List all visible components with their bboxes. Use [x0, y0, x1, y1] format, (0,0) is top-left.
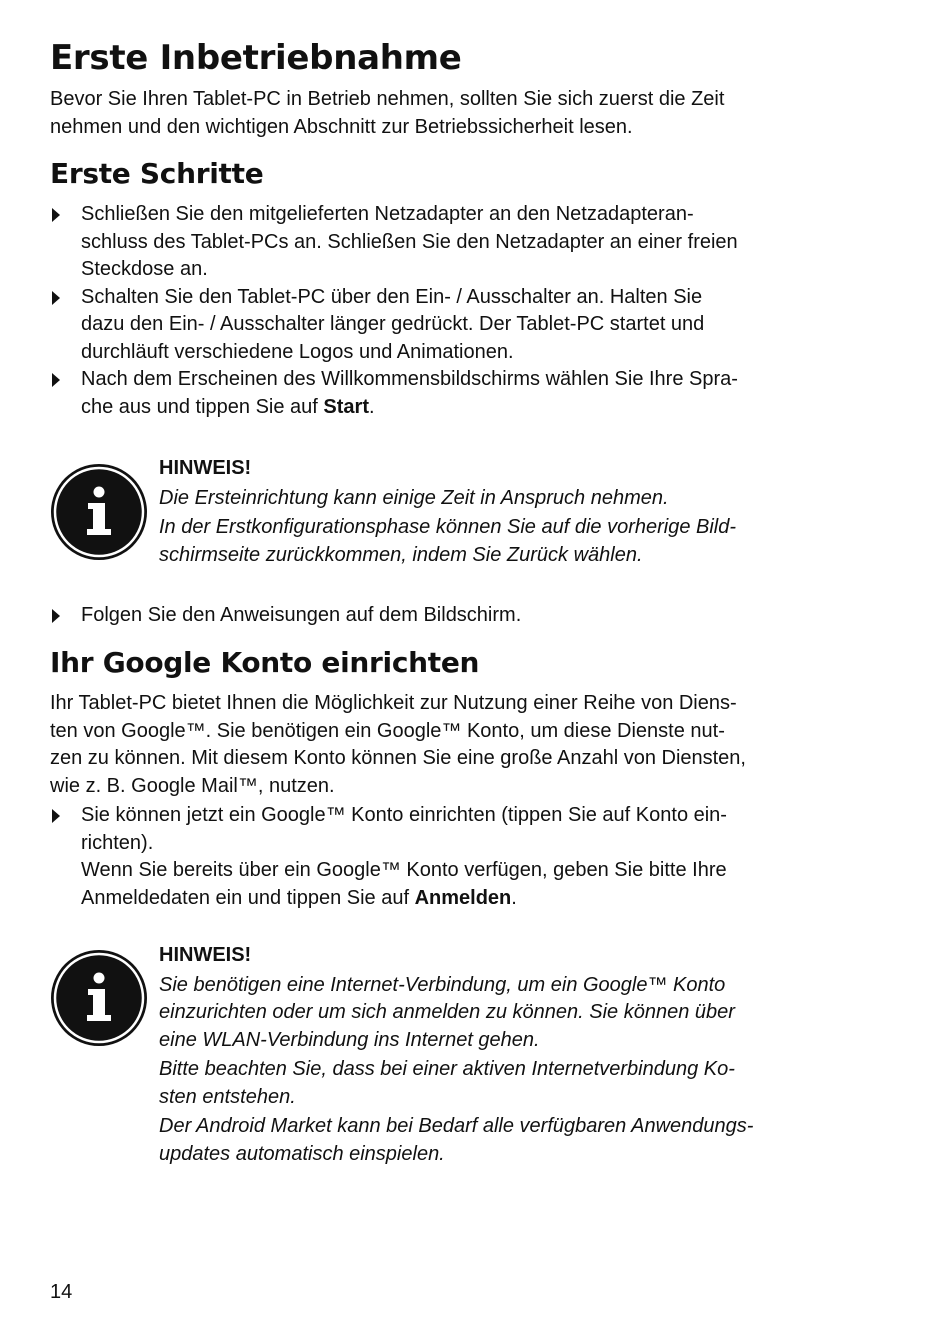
text-line: zen zu können. Mit diesem Konto können Sie eine große Anzahl von Diensten, [50, 747, 746, 769]
text-line: Sie können jetzt ein Google™ Konto einrichten (tippen Sie auf Konto ein- [81, 804, 727, 826]
note-label: HINWEIS! [159, 944, 252, 966]
list-item [50, 802, 851, 912]
info-icon [50, 949, 148, 1052]
text-line: Schalten Sie den Tablet-PC über den Ein- / Ausschalter an. Halten Sie [81, 285, 703, 308]
bold-term-start: Start [323, 395, 369, 418]
list-item [50, 366, 850, 421]
text-line: nehmen und den wichtigen Abschnitt zur Betriebssicherheit lesen. [50, 115, 633, 138]
text-span: . [368, 395, 375, 418]
section-title-erste-schritte: Erste Schritte [50, 157, 264, 190]
page-number: 14 [50, 1281, 73, 1303]
text-line: eine WLAN-Verbindung ins Internet gehen. [159, 1028, 540, 1051]
text-line: sten entstehen. [159, 1085, 296, 1108]
list-item [50, 602, 851, 630]
text-line: Folgen Sie den Anweisungen auf dem Bildschirm. [81, 604, 522, 626]
text-line: updates automatisch einspielen. [159, 1142, 445, 1165]
text-line: Wenn Sie bereits über ein Google™ Konto verfügen, geben Sie bitte Ihre [81, 859, 727, 881]
bullet-arrow-icon [52, 373, 60, 387]
intro-paragraph [50, 690, 746, 800]
text-line: Steckdose an. [81, 258, 208, 280]
text-line: Ihr Tablet-PC bietet Ihnen die Möglichkeit zur Nutzung einer Reihe von Diens- [50, 692, 737, 714]
text-line: Nach dem Erscheinen des Willkommensbildschirms wählen Sie Ihre Spra- [81, 368, 738, 390]
text-span: Anmeldedaten ein und tippen Sie auf [81, 886, 415, 909]
list-item [50, 284, 850, 367]
intro-paragraph [50, 86, 724, 141]
text-line: schluss des Tablet-PCs an. Schließen Sie den Netzadapter an einer freien [81, 230, 738, 253]
note-box [50, 455, 859, 569]
steps-list [50, 201, 850, 421]
bullet-arrow-icon [52, 809, 60, 823]
text-span: . [511, 886, 517, 909]
text-line [81, 885, 851, 913]
text-line: Die Ersteinrichtung kann einige Zeit in Anspruch nehmen. [159, 486, 669, 509]
info-icon [50, 463, 148, 566]
list-item [50, 201, 850, 284]
text-line: richten). [81, 831, 154, 854]
note-label: HINWEIS! [159, 457, 252, 479]
section-title-erste-inbetriebnahme: Erste Inbetriebnahme [50, 38, 462, 78]
text-line: dazu den Ein- / Ausschalter länger gedrückt. Der Tablet-PC startet und [81, 313, 705, 335]
text-line: Sie benötigen eine Internet-Verbindung, um ein Google™ Konto [159, 973, 726, 996]
text-line: ten von Google™. Sie benötigen ein Google™ Konto, um diese Dienste nut- [50, 719, 725, 742]
bullet-arrow-icon [52, 208, 60, 222]
text-line: Bitte beachten Sie, dass bei einer aktiven Internetverbindung Ko- [159, 1058, 735, 1080]
text-line: einzurichten oder um sich anmelden zu können. Sie können über [159, 1001, 735, 1023]
bullet-arrow-icon [52, 609, 60, 623]
text-line: Bevor Sie Ihren Tablet-PC in Betrieb nehmen, sollten Sie sich zuerst die Zeit [50, 88, 725, 110]
bold-term-anmelden: Anmelden [414, 886, 512, 909]
text-line [81, 394, 850, 422]
text-line: schirmseite zurückkommen, indem Sie Zurück wählen. [159, 543, 643, 566]
text-line: durchläuft verschiedene Logos und Animationen. [81, 340, 514, 363]
text-line: Der Android Market kann bei Bedarf alle verfügbaren Anwendungs- [159, 1115, 754, 1137]
bullet-arrow-icon [52, 291, 60, 305]
text-line: In der Erstkonfigurationsphase können Sie auf die vorherige Bild- [159, 516, 737, 538]
text-span: che aus und tippen Sie auf [81, 395, 324, 418]
note-box [50, 942, 859, 1168]
text-line: Schließen Sie den mitgelieferten Netzadapter an den Netzadapteran- [81, 203, 694, 225]
text-line: wie z. B. Google Mail™, nutzen. [50, 774, 335, 797]
section-title-google-konto: Ihr Google Konto einrichten [50, 646, 480, 679]
